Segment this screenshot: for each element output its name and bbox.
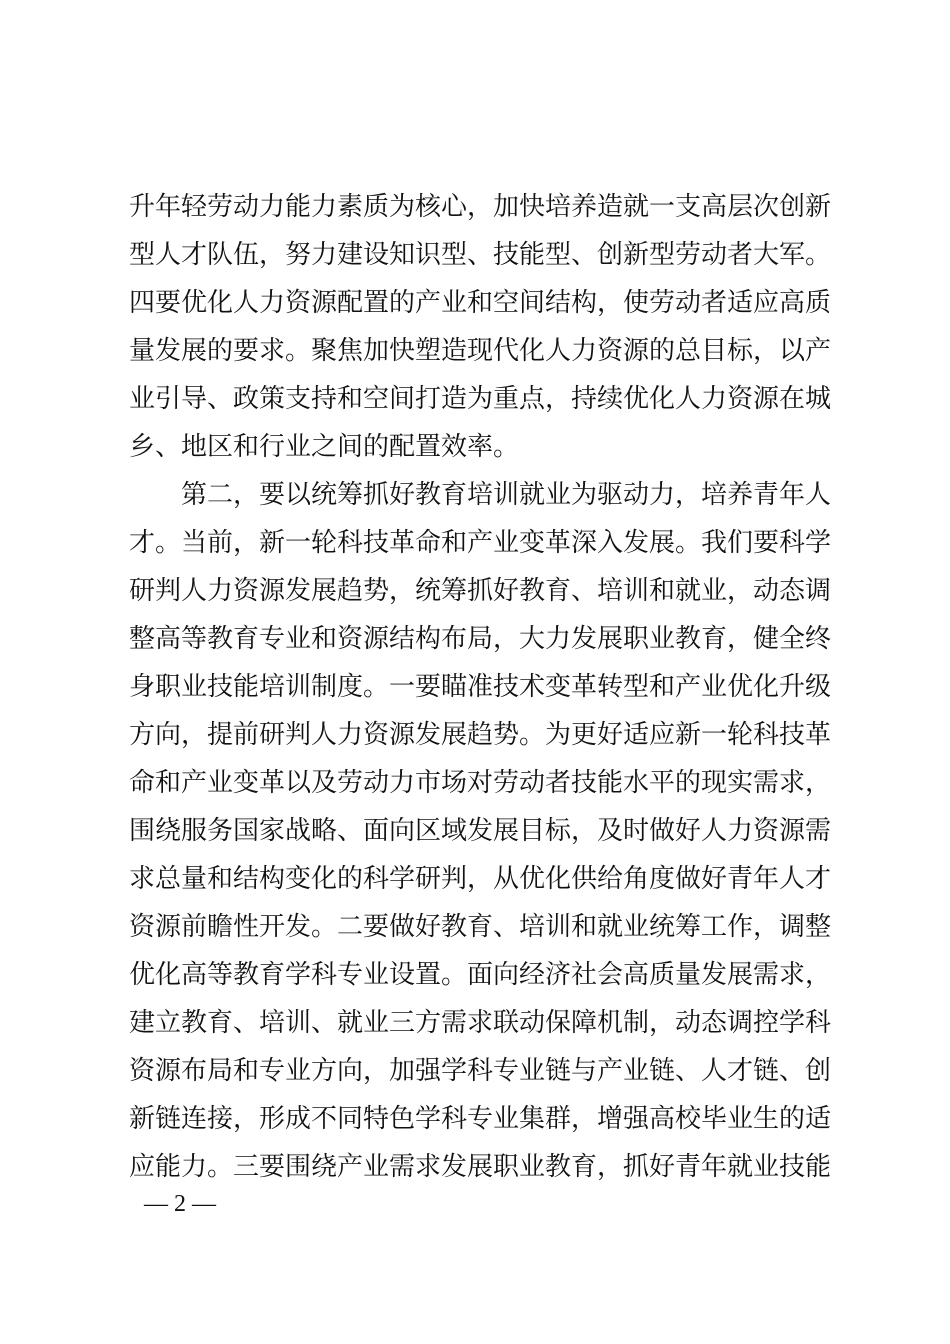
page-number: — 2 — <box>144 1191 216 1217</box>
text-line: 围绕服务国家战略、面向区域发展目标，及时做好人力资源需 <box>129 816 832 846</box>
text-line: 命和产业变革以及劳动力市场对劳动者技能水平的现实需求， <box>129 768 832 798</box>
text-line: 新链连接，形成不同特色学科专业集群，增强高校毕业生的适 <box>129 1104 832 1134</box>
text-line: 升年轻劳动力能力素质为核心，加快培养造就一支高层次创新 <box>129 192 832 222</box>
text-line: 资源前瞻性开发。二要做好教育、培训和就业统筹工作，调整 <box>129 912 832 942</box>
paragraph-start-line: 第二，要以统筹抓好教育培训就业为驱动力，培养青年人 <box>181 480 832 510</box>
text-line: 优化高等教育学科专业设置。面向经济社会高质量发展需求， <box>129 960 832 990</box>
text-line: 整高等教育专业和资源结构布局，大力发展职业教育，健全终 <box>129 624 832 654</box>
text-line: 乡、地区和行业之间的配置效率。 <box>129 432 520 462</box>
text-line: 身职业技能培训制度。一要瞄准技术变革转型和产业优化升级 <box>129 672 832 702</box>
body-text <box>129 183 832 1191</box>
text-line: 求总量和结构变化的科学研判，从优化供给角度做好青年人才 <box>129 864 832 894</box>
text-line: 才。当前，新一轮科技革命和产业变革深入发展。我们要科学 <box>129 528 832 558</box>
text-line: 应能力。三要围绕产业需求发展职业教育，抓好青年就业技能 <box>129 1152 832 1182</box>
text-line: 量发展的要求。聚焦加快塑造现代化人力资源的总目标，以产 <box>129 336 832 366</box>
text-line: 方向，提前研判人力资源发展趋势。为更好适应新一轮科技革 <box>129 720 832 750</box>
text-line: 型人才队伍，努力建设知识型、技能型、创新型劳动者大军。 <box>129 240 832 270</box>
text-line: 研判人力资源发展趋势，统筹抓好教育、培训和就业，动态调 <box>129 576 832 606</box>
text-line: 建立教育、培训、就业三方需求联动保障机制，动态调控学科 <box>129 1008 832 1038</box>
text-line: 资源布局和专业方向，加强学科专业链与产业链、人才链、创 <box>129 1056 832 1086</box>
text-line: 业引导、政策支持和空间打造为重点，持续优化人力资源在城 <box>129 384 832 414</box>
text-line: 四要优化人力资源配置的产业和空间结构，使劳动者适应高质 <box>129 288 832 318</box>
